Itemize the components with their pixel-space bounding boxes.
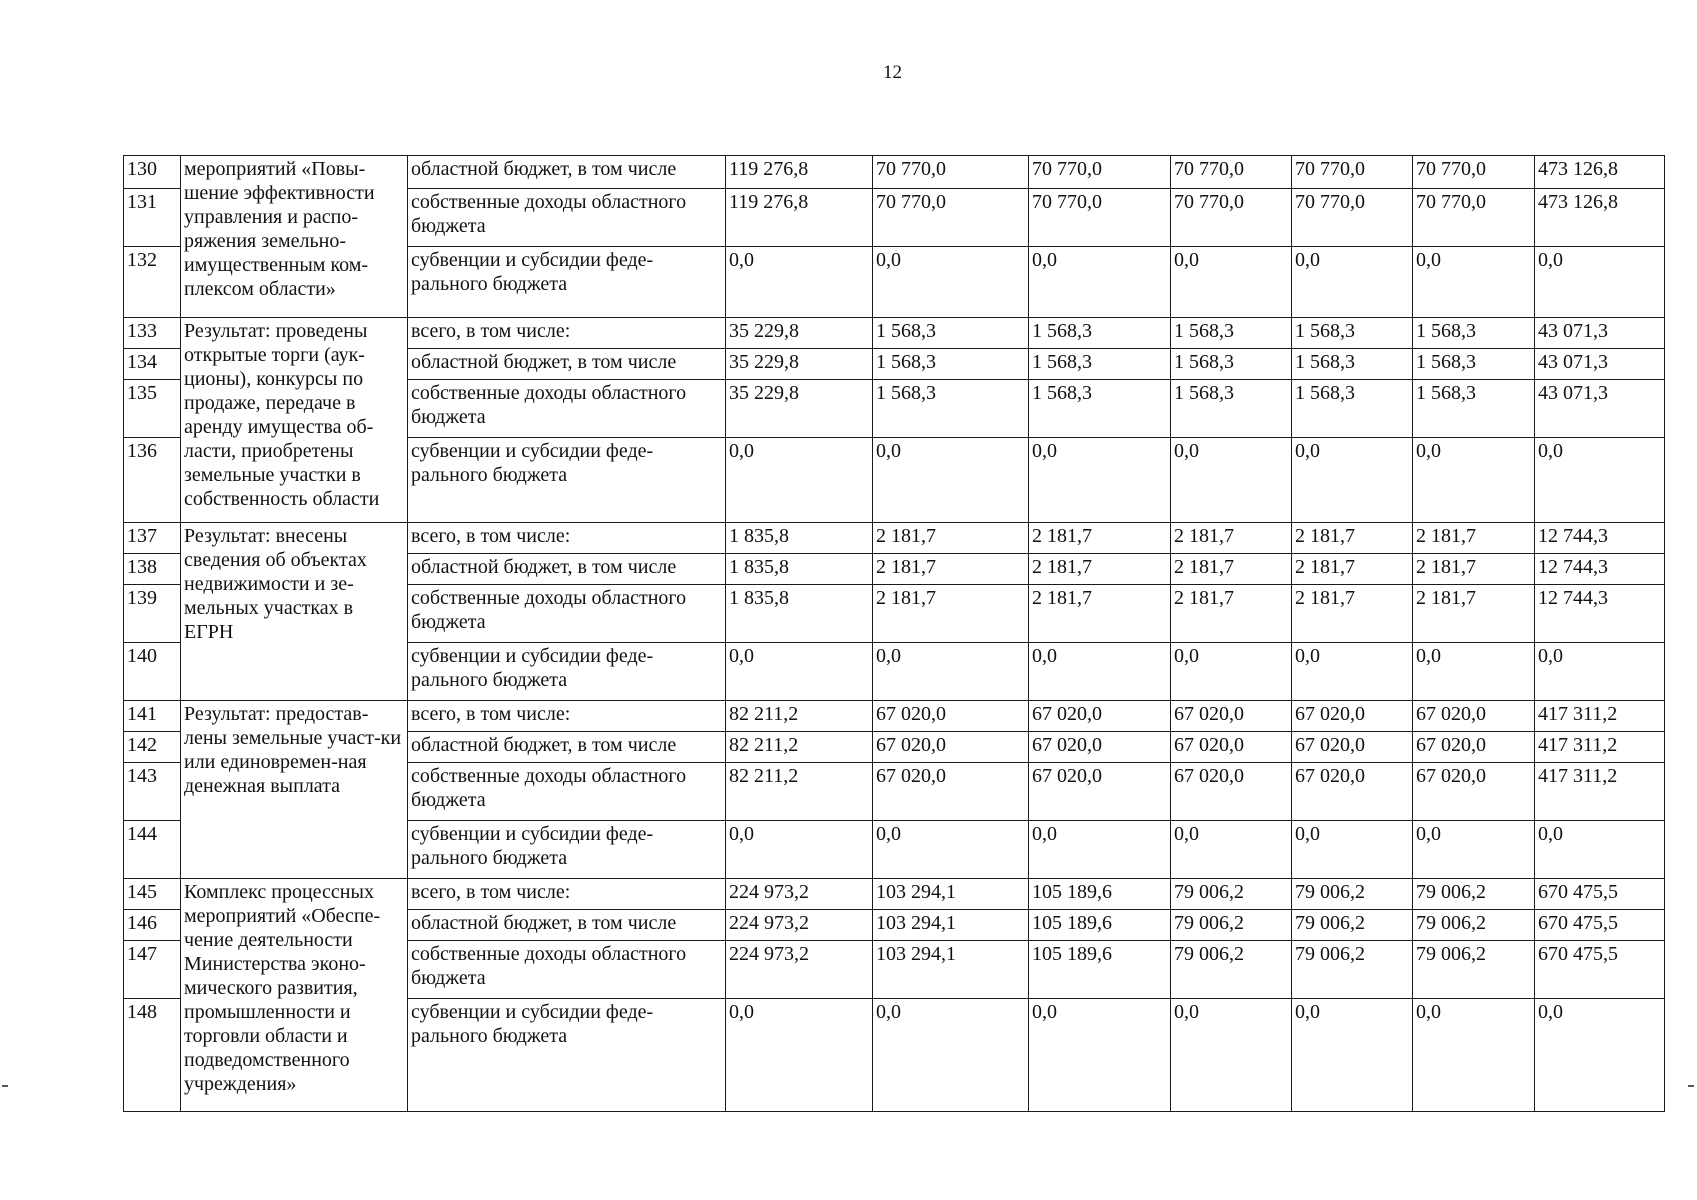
table-row [124,701,1665,732]
value-cell: 67 020,0 [1413,732,1535,763]
value-cell: 0,0 [1171,643,1292,701]
value-cell: 0,0 [1029,247,1171,318]
row-number: 133 [124,318,181,349]
value-cell: 82 211,2 [726,763,873,821]
value-cell: 0,0 [1292,999,1413,1112]
value-cell: 0,0 [873,999,1029,1112]
value-cell: 1 835,8 [726,585,873,643]
row-number: 140 [124,643,181,701]
value-cell: 70 770,0 [1413,156,1535,189]
value-cell: 67 020,0 [873,701,1029,732]
total-value-cell: 670 475,5 [1535,910,1665,941]
total-value-cell: 670 475,5 [1535,941,1665,999]
value-cell: 119 276,8 [726,156,873,189]
value-cell: 79 006,2 [1413,879,1535,910]
funding-source-label: всего, в том числе: [408,318,726,349]
value-cell: 2 181,7 [1029,554,1171,585]
event-description: Результат: внесены сведения об объектах недвижимости и зе-мельных участках в ЕГРН [181,523,408,701]
value-cell: 0,0 [1029,643,1171,701]
total-value-cell: 12 744,3 [1535,523,1665,554]
value-cell: 1 568,3 [873,318,1029,349]
value-cell: 1 568,3 [1029,349,1171,380]
value-cell: 0,0 [726,643,873,701]
value-cell: 67 020,0 [1413,701,1535,732]
funding-source-label: всего, в том числе: [408,879,726,910]
value-cell: 2 181,7 [1292,523,1413,554]
value-cell: 224 973,2 [726,910,873,941]
value-cell: 1 568,3 [873,380,1029,438]
value-cell: 1 568,3 [1171,349,1292,380]
value-cell: 70 770,0 [873,156,1029,189]
value-cell: 79 006,2 [1171,879,1292,910]
total-value-cell: 12 744,3 [1535,554,1665,585]
value-cell: 35 229,8 [726,349,873,380]
row-number: 146 [124,910,181,941]
value-cell: 2 181,7 [1029,585,1171,643]
value-cell: 0,0 [726,247,873,318]
table-row [124,523,1665,554]
value-cell: 67 020,0 [1171,763,1292,821]
funding-source-label: собственные доходы областного бюджета [408,585,726,643]
row-number: 142 [124,732,181,763]
value-cell: 67 020,0 [1171,701,1292,732]
row-number: 144 [124,821,181,879]
row-number: 147 [124,941,181,999]
value-cell: 0,0 [1413,438,1535,523]
value-cell: 0,0 [873,247,1029,318]
total-value-cell: 0,0 [1535,999,1665,1112]
value-cell: 79 006,2 [1171,941,1292,999]
budget-table-body [124,156,1665,1112]
total-value-cell: 473 126,8 [1535,189,1665,247]
value-cell: 0,0 [1029,821,1171,879]
value-cell: 105 189,6 [1029,910,1171,941]
funding-source-label: областной бюджет, в том числе [408,732,726,763]
value-cell: 67 020,0 [1029,732,1171,763]
value-cell: 0,0 [1029,438,1171,523]
value-cell: 103 294,1 [873,941,1029,999]
funding-source-label: собственные доходы областного бюджета [408,189,726,247]
row-number: 136 [124,438,181,523]
value-cell: 79 006,2 [1413,910,1535,941]
value-cell: 0,0 [873,643,1029,701]
total-value-cell: 43 071,3 [1535,318,1665,349]
value-cell: 1 568,3 [1413,380,1535,438]
row-number: 130 [124,156,181,189]
value-cell: 224 973,2 [726,879,873,910]
funding-source-label: собственные доходы областного бюджета [408,380,726,438]
value-cell: 2 181,7 [1413,554,1535,585]
value-cell: 0,0 [873,438,1029,523]
total-value-cell: 43 071,3 [1535,349,1665,380]
value-cell: 2 181,7 [1171,523,1292,554]
value-cell: 70 770,0 [1292,189,1413,247]
value-cell: 0,0 [726,438,873,523]
row-number: 131 [124,189,181,247]
row-number: 145 [124,879,181,910]
total-value-cell: 43 071,3 [1535,380,1665,438]
row-number: 148 [124,999,181,1112]
value-cell: 67 020,0 [1171,732,1292,763]
table-row [124,318,1665,349]
page-number: 12 [883,62,902,83]
value-cell: 79 006,2 [1171,910,1292,941]
row-number: 134 [124,349,181,380]
value-cell: 35 229,8 [726,318,873,349]
total-value-cell: 0,0 [1535,247,1665,318]
value-cell: 1 568,3 [1413,349,1535,380]
value-cell: 79 006,2 [1292,879,1413,910]
total-value-cell: 417 311,2 [1535,763,1665,821]
value-cell: 2 181,7 [873,585,1029,643]
value-cell: 2 181,7 [873,523,1029,554]
total-value-cell: 0,0 [1535,821,1665,879]
value-cell: 67 020,0 [873,763,1029,821]
table-row [124,879,1665,910]
funding-source-label: всего, в том числе: [408,701,726,732]
scan-edge-mark-left [2,1085,8,1087]
row-number: 135 [124,380,181,438]
event-description: Результат: предостав-лены земельные участ-ки или единовремен-ная денежная выплата [181,701,408,879]
total-value-cell: 417 311,2 [1535,732,1665,763]
total-value-cell: 670 475,5 [1535,879,1665,910]
value-cell: 2 181,7 [1171,585,1292,643]
row-number: 138 [124,554,181,585]
row-number: 137 [124,523,181,554]
value-cell: 1 568,3 [1413,318,1535,349]
value-cell: 2 181,7 [1029,523,1171,554]
scan-edge-mark-right [1688,1085,1694,1087]
value-cell: 0,0 [1171,438,1292,523]
value-cell: 0,0 [1413,643,1535,701]
value-cell: 1 568,3 [873,349,1029,380]
funding-source-label: субвенции и субсидии феде-рального бюджета [408,438,726,523]
value-cell: 79 006,2 [1292,941,1413,999]
value-cell: 70 770,0 [1413,189,1535,247]
value-cell: 0,0 [1292,247,1413,318]
value-cell: 70 770,0 [873,189,1029,247]
value-cell: 2 181,7 [1292,585,1413,643]
total-value-cell: 0,0 [1535,438,1665,523]
value-cell: 1 835,8 [726,523,873,554]
value-cell: 79 006,2 [1413,941,1535,999]
value-cell: 70 770,0 [1029,189,1171,247]
value-cell: 1 835,8 [726,554,873,585]
total-value-cell: 0,0 [1535,643,1665,701]
value-cell: 1 568,3 [1171,380,1292,438]
row-number: 132 [124,247,181,318]
value-cell: 0,0 [1292,643,1413,701]
funding-source-label: областной бюджет, в том числе [408,910,726,941]
total-value-cell: 473 126,8 [1535,156,1665,189]
value-cell: 0,0 [726,821,873,879]
event-description: мероприятий «Повы-шение эффективности управления и распо-ряжения земельно-имущественным ком-плексом области» [181,156,408,318]
event-description: Комплекс процессных мероприятий «Обеспе-чение деятельности Министерства эконо-мического развития, промышленности и торговли области и подведомственного учреждения» [181,879,408,1112]
value-cell: 0,0 [726,999,873,1112]
value-cell: 67 020,0 [1029,701,1171,732]
value-cell: 1 568,3 [1292,349,1413,380]
funding-source-label: субвенции и субсидии феде-рального бюджета [408,643,726,701]
funding-source-label: субвенции и субсидии феде-рального бюджета [408,821,726,879]
value-cell: 105 189,6 [1029,879,1171,910]
funding-source-label: областной бюджет, в том числе [408,349,726,380]
value-cell: 1 568,3 [1029,380,1171,438]
value-cell: 82 211,2 [726,732,873,763]
value-cell: 0,0 [1029,999,1171,1112]
total-value-cell: 12 744,3 [1535,585,1665,643]
value-cell: 2 181,7 [1171,554,1292,585]
table-row [124,156,1665,189]
value-cell: 0,0 [1292,821,1413,879]
event-description: Результат: проведены открытые торги (аук-ционы), конкурсы по продаже, передаче в аренду имущества об-ласти, приобретены земельные участки в собственность области [181,318,408,523]
funding-source-label: субвенции и субсидии феде-рального бюджета [408,999,726,1112]
value-cell: 0,0 [1413,999,1535,1112]
value-cell: 2 181,7 [873,554,1029,585]
funding-source-label: субвенции и субсидии феде-рального бюджета [408,247,726,318]
value-cell: 0,0 [1413,821,1535,879]
value-cell: 0,0 [1413,247,1535,318]
row-number: 141 [124,701,181,732]
value-cell: 67 020,0 [1292,701,1413,732]
total-value-cell: 417 311,2 [1535,701,1665,732]
value-cell: 82 211,2 [726,701,873,732]
value-cell: 2 181,7 [1413,585,1535,643]
value-cell: 70 770,0 [1171,156,1292,189]
funding-source-label: собственные доходы областного бюджета [408,941,726,999]
funding-source-label: областной бюджет, в том числе [408,554,726,585]
value-cell: 70 770,0 [1029,156,1171,189]
value-cell: 2 181,7 [1413,523,1535,554]
value-cell: 70 770,0 [1292,156,1413,189]
value-cell: 1 568,3 [1029,318,1171,349]
value-cell: 67 020,0 [1292,732,1413,763]
value-cell: 0,0 [1292,438,1413,523]
row-number: 143 [124,763,181,821]
funding-source-label: собственные доходы областного бюджета [408,763,726,821]
value-cell: 35 229,8 [726,380,873,438]
value-cell: 1 568,3 [1292,380,1413,438]
value-cell: 0,0 [873,821,1029,879]
value-cell: 0,0 [1171,999,1292,1112]
value-cell: 2 181,7 [1292,554,1413,585]
value-cell: 67 020,0 [1413,763,1535,821]
value-cell: 1 568,3 [1292,318,1413,349]
value-cell: 0,0 [1171,821,1292,879]
budget-table [123,155,1665,1112]
value-cell: 1 568,3 [1171,318,1292,349]
value-cell: 67 020,0 [873,732,1029,763]
value-cell: 0,0 [1171,247,1292,318]
funding-source-label: всего, в том числе: [408,523,726,554]
value-cell: 67 020,0 [1029,763,1171,821]
value-cell: 79 006,2 [1292,910,1413,941]
value-cell: 224 973,2 [726,941,873,999]
value-cell: 119 276,8 [726,189,873,247]
value-cell: 105 189,6 [1029,941,1171,999]
value-cell: 70 770,0 [1171,189,1292,247]
value-cell: 103 294,1 [873,910,1029,941]
funding-source-label: областной бюджет, в том числе [408,156,726,189]
value-cell: 67 020,0 [1292,763,1413,821]
row-number: 139 [124,585,181,643]
value-cell: 103 294,1 [873,879,1029,910]
